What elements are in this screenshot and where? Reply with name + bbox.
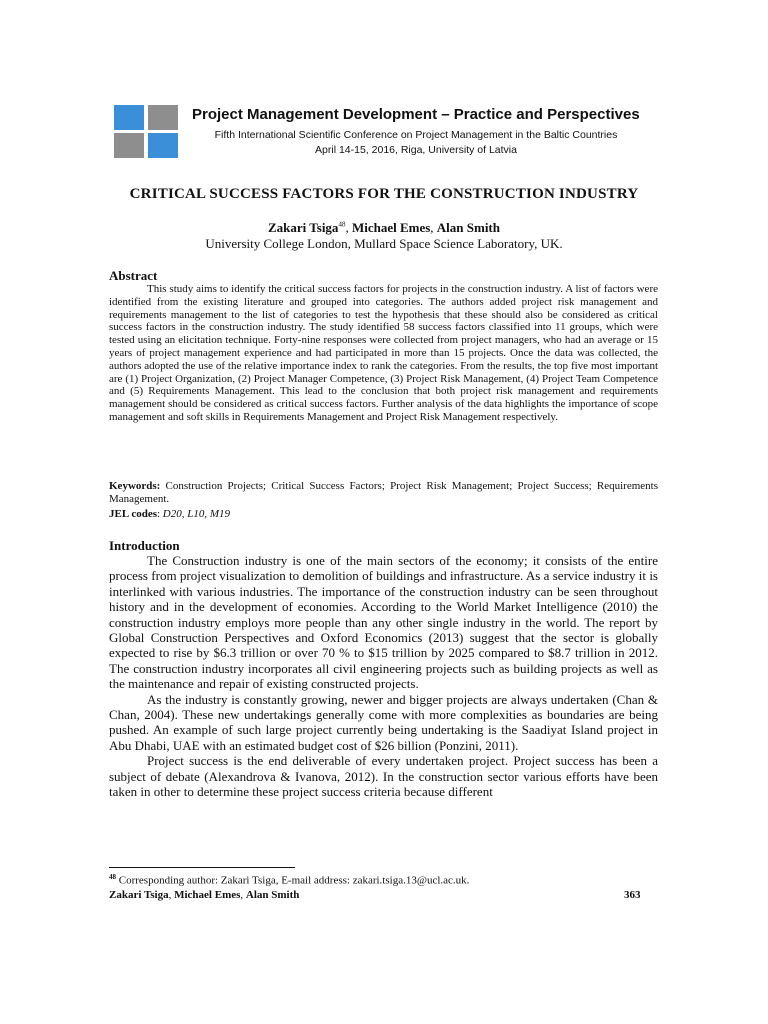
paragraph: Project success is the end deliverable of every undertaken project. Project success has been a subject of debate (Alexandrova & Ivanova, 2012). In the construction sector various efforts have been taken in other to determine these project success criteria because different (109, 753, 658, 800)
conference-subtitle-block (192, 128, 640, 158)
author-affiliation: University College London, Mullard Space Science Laboratory, UK. (205, 236, 563, 251)
footnote-text: Corresponding author: Zakari Tsiga, E-mail address: zakari.tsiga.13@ucl.ac.uk. (116, 874, 470, 887)
keywords-text: Construction Projects; Critical Success Factors; Project Risk Management; Project Success; Requirements Management. (109, 480, 658, 505)
paragraph: As the industry is constantly growing, newer and bigger projects are always undertaken (Chan & Chan, 2004). These new undertakings generally come with more complexities as boundaries are being pushed. An example of such large project currently being undertaking is the Saadiyat Island project in Abu Dhabi, UAE with an estimated budget cost of $26 billion (Ponzini, 2011). (109, 691, 658, 753)
paper-title: CRITICAL SUCCESS FACTORS FOR THE CONSTRUCTION INDUSTRY (129, 186, 639, 202)
author-name: Alan Smith (436, 220, 500, 235)
introduction-body (109, 553, 658, 800)
paragraph: The Construction industry is one of the main sectors of the economy; it consists of the entire process from project visualization to demolition of buildings and infrastructure. As a service industry it is interlinked with various industries. The importance of the construction industry can be seen throughout history and in the development of economies. According to the World Market Intelligence (2010) the construction industry employs more people than any other single industry in the world. The report by Global Construction Perspectives and Oxford Economics (2013) suggest that the sector is globally expected to rise by $6.3 trillion or over 70 % to $15 trillion by 2025 compared to $8.7 trillion in 2012. The construction industry incorporates all civil engineering projects such as building projects as well as the maintenance and repair of existing constructed projects. (109, 553, 658, 692)
conference-subtitle: Fifth International Scientific Conference on Project Management in the Baltic Countries (214, 129, 618, 141)
author-separator: , (240, 889, 246, 901)
conference-logo (114, 105, 178, 158)
keywords (109, 480, 658, 506)
logo-square-gray (148, 105, 178, 130)
footnote-divider (109, 867, 295, 868)
paper-authors (0, 220, 768, 236)
page-number: 363 (624, 889, 641, 901)
footnote-marker: 48 (338, 220, 346, 229)
author-name: Zakari Tsiga (267, 220, 339, 235)
abstract-heading: Abstract (109, 268, 158, 283)
logo-square-blue (114, 105, 144, 130)
introduction-heading: Introduction (109, 538, 180, 553)
logo-square-blue (148, 133, 178, 158)
jel-values: D20, L10, M19 (162, 508, 231, 520)
footnote (109, 873, 469, 887)
author-name: Alan Smith (245, 889, 300, 901)
footer-authors (109, 889, 299, 901)
jel-separator: : (156, 508, 163, 520)
conference-title: Project Management Development – Practice and Perspectives (192, 106, 640, 123)
keywords-label: Keywords: (109, 480, 161, 492)
abstract-text: This study aims to identify the critical success factors for projects in the construction industry. A list of factors were identified from the existing literature and grouped into categories. The authors added project risk management and requirements management to the list of categories to test the hypothesis that these should also be considered as critical success factors in the construction industry. The study identified 58 success factors classified into 11 groups, which were tested using an elicitation technique. Forty-nine responses were collected from project managers, who had an average or 15 years of project management experience and had participated in more than 15 projects. Once the data was collected, the authors adopted the use of the relative importance index to rank the categories. From the results, the top five most important are (1) Project Organization, (2) Project Manager Competence, (3) Project Risk Management, (4) Project Team Competence and (5) Requirements Management. This lead to the conclusion that both project risk management and requirements management should be considered as critical success factors. Further analysis of the data highlights the importance of scope management and soft skills in Requirements Management and Project Risk Management respectively. (109, 283, 658, 423)
logo-square-gray (114, 133, 144, 158)
footnote-marker: 48 (109, 873, 116, 881)
author-name: Zakari Tsiga (109, 889, 169, 901)
author-separator: , (430, 220, 437, 235)
jel-label: JEL codes (109, 508, 157, 520)
author-name: Michael Emes (351, 220, 431, 235)
conference-date-place: April 14-15, 2016, Riga, University of Latvia (315, 144, 517, 156)
author-name: Michael Emes (174, 889, 241, 901)
jel-codes (109, 508, 230, 520)
author-separator: , (168, 889, 175, 901)
author-separator: , (345, 220, 352, 235)
